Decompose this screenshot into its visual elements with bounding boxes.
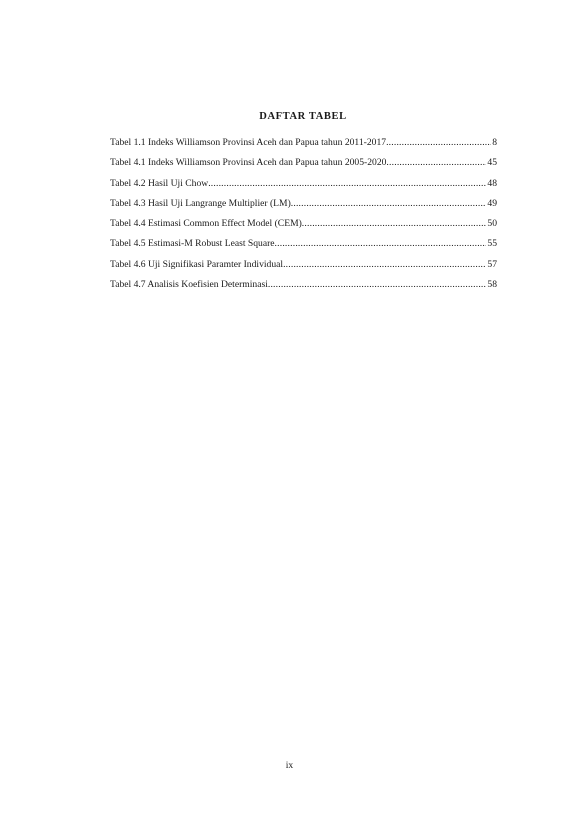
toc-entry <box>110 137 497 157</box>
toc-entry <box>110 238 497 258</box>
toc-entry-label: Tabel 4.2 Hasil Uji Chow <box>110 177 209 189</box>
dot-leader <box>302 218 487 229</box>
toc-entry-label: Tabel 4.6 Uji Signifikasi Paramter Individual <box>110 258 284 270</box>
toc-entry-page: 45 <box>487 157 497 169</box>
dot-leader <box>386 157 486 168</box>
table-list <box>110 137 497 299</box>
dot-leader <box>291 198 487 209</box>
dot-leader <box>275 238 487 249</box>
toc-entry-page: 57 <box>487 258 497 270</box>
page-number: ix <box>285 760 294 771</box>
toc-entry-label: Tabel 4.5 Estimasi-M Robust Least Square <box>110 238 275 250</box>
dot-leader <box>386 137 491 148</box>
dot-leader <box>208 178 486 189</box>
toc-entry-page: 55 <box>487 238 497 250</box>
toc-entry <box>110 157 497 177</box>
toc-entry-label: Tabel 4.7 Analisis Koefisien Determinasi <box>110 279 268 291</box>
toc-entry-page: 49 <box>487 197 497 209</box>
toc-entry <box>110 279 497 299</box>
toc-entry <box>110 198 497 218</box>
toc-entry-page: 8 <box>492 137 497 148</box>
dot-leader <box>268 279 487 290</box>
toc-entry-page: 50 <box>487 218 497 230</box>
dot-leader <box>283 259 486 270</box>
toc-entry-label: Tabel 1.1 Indeks Williamson Provinsi Aceh dan Papua tahun 2011-2017 <box>110 137 387 148</box>
page-title: DAFTAR TABEL <box>259 111 347 122</box>
toc-entry <box>110 218 497 238</box>
toc-entry <box>110 178 497 198</box>
toc-entry-label: Tabel 4.4 Estimasi Common Effect Model (CEM) <box>110 218 302 230</box>
toc-entry-page: 58 <box>487 279 497 291</box>
toc-entry-page: 48 <box>487 177 497 189</box>
toc-entry-label: Tabel 4.1 Indeks Williamson Provinsi Aceh dan Papua tahun 2005-2020 <box>110 157 387 169</box>
toc-entry <box>110 259 497 279</box>
toc-entry-label: Tabel 4.3 Hasil Uji Langrange Multiplier (LM) <box>110 197 291 209</box>
